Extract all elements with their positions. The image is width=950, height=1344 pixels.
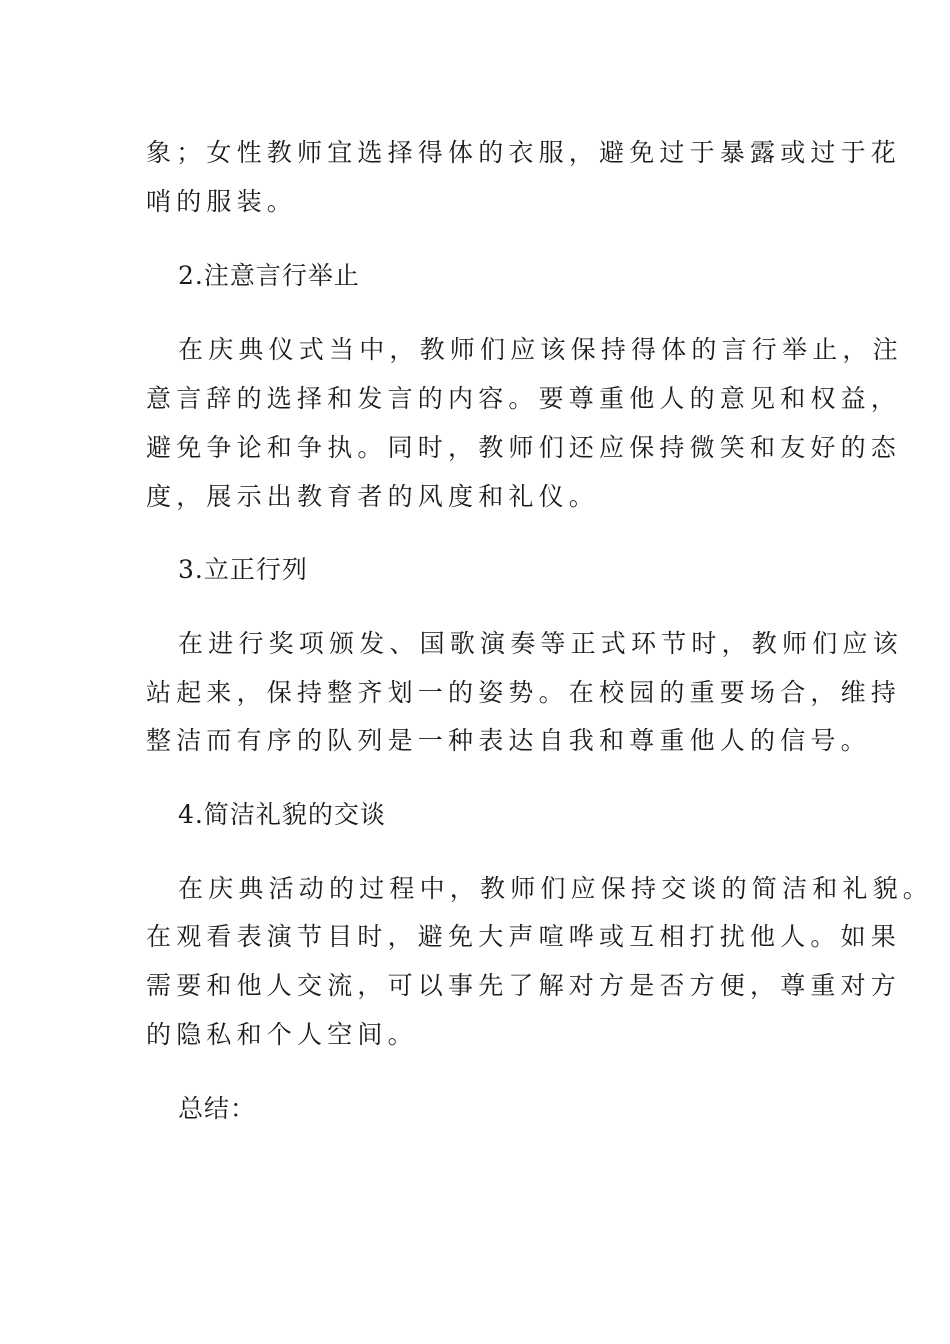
paragraph-line: 需要和他人交流，可以事先了解对方是否方便，尊重对方 bbox=[146, 971, 902, 1000]
section-heading-4: 4.简洁礼貌的交谈 bbox=[178, 800, 386, 829]
paragraph-line: 在进行奖项颁发、国歌演奏等正式环节时，教师们应该 bbox=[178, 629, 903, 658]
paragraph-line: 在观看表演节目时，避免大声喧哗或互相打扰他人。如果 bbox=[146, 922, 902, 951]
paragraph-line: 在庆典活动的过程中，教师们应保持交谈的简洁和礼貌。 bbox=[178, 874, 934, 903]
paragraph-line: 避免争论和争执。同时，教师们还应保持微笑和友好的态 bbox=[146, 433, 902, 462]
paragraph-line: 哨的服装。 bbox=[146, 187, 298, 216]
paragraph-line: 象；女性教师宜选择得体的衣服，避免过于暴露或过于花 bbox=[146, 138, 902, 167]
paragraph-line: 度，展示出教育者的风度和礼仪。 bbox=[146, 482, 600, 511]
paragraph-line: 站起来，保持整齐划一的姿势。在校园的重要场合，维持 bbox=[146, 678, 902, 707]
paragraph-line: 的隐私和个人空间。 bbox=[146, 1020, 418, 1049]
paragraph-line: 整洁而有序的队列是一种表达自我和尊重他人的信号。 bbox=[146, 726, 871, 755]
section-heading-3: 3.立正行列 bbox=[178, 555, 308, 584]
section-heading-2: 2.注意言行举止 bbox=[178, 261, 360, 290]
paragraph-line: 意言辞的选择和发言的内容。要尊重他人的意见和权益， bbox=[146, 384, 902, 413]
summary-heading: 总结： bbox=[178, 1094, 257, 1123]
paragraph-line: 在庆典仪式当中，教师们应该保持得体的言行举止，注 bbox=[178, 335, 903, 364]
